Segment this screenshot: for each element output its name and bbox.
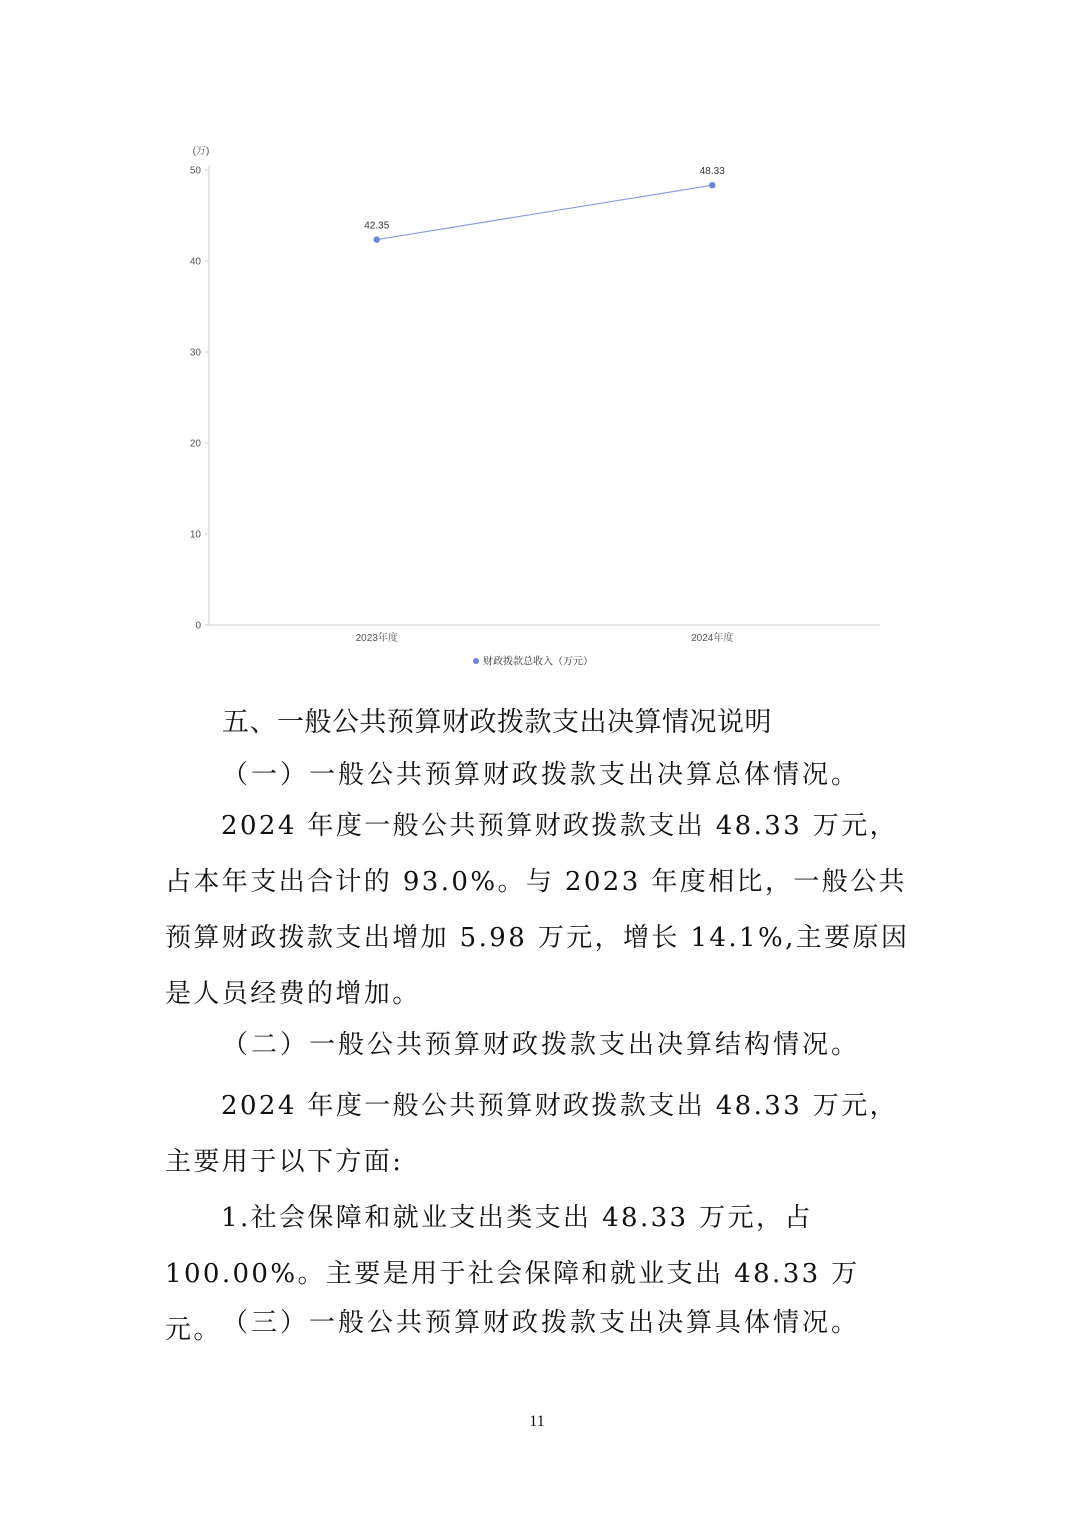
series-line	[377, 185, 713, 239]
paragraph-structure: 2024 年度一般公共预算财政拨款支出 48.33 万元，主要用于以下方面:	[165, 1091, 898, 1177]
data-label: 42.35	[364, 220, 390, 232]
y-tick-label: 20	[189, 438, 201, 450]
page-number: 11	[529, 1413, 545, 1430]
legend-label: 财政拨款总收入（万元）	[483, 656, 593, 668]
paragraph-overall: 2024 年度一般公共预算财政拨款支出 48.33 万元，占本年支出合计的 93.0%。与 2023 年度相比，一般公共预算财政拨款支出增加 5.98 万元，增长 14.1%,主要原因是人员经费的增加。	[165, 811, 910, 1009]
subsection-title-2: （二）一般公共预算财政拨款支出决算结构情况。	[222, 1030, 861, 1060]
y-tick-label: 0	[195, 620, 201, 632]
y-tick-label: 10	[189, 529, 201, 541]
y-tick-label: 30	[189, 347, 201, 359]
data-label: 48.33	[699, 166, 725, 178]
data-point	[709, 182, 715, 188]
legend-marker	[473, 658, 479, 664]
y-axis-unit-label: (万)	[192, 146, 210, 157]
subsection-title-3: （三）一般公共预算财政拨款支出决算具体情况。	[222, 1308, 861, 1338]
data-point	[374, 236, 380, 242]
x-tick-label: 2024年度	[691, 633, 734, 644]
subsection-title-1: （一）一般公共预算财政拨款支出决算总体情况。	[222, 760, 861, 790]
x-tick-label: 2023年度	[355, 633, 398, 644]
section-title: 五、一般公共预算财政拨款支出决算情况说明	[222, 707, 772, 738]
y-tick-label: 50	[189, 165, 201, 177]
income-line-chart	[0, 0, 1074, 680]
y-tick-label: 40	[189, 256, 201, 268]
paragraph-item-1: 1.社会保障和就业支出类支出 48.33 万元，占 100.00%。主要是用于社会保障和就业支出 48.33 万元。	[165, 1203, 860, 1345]
